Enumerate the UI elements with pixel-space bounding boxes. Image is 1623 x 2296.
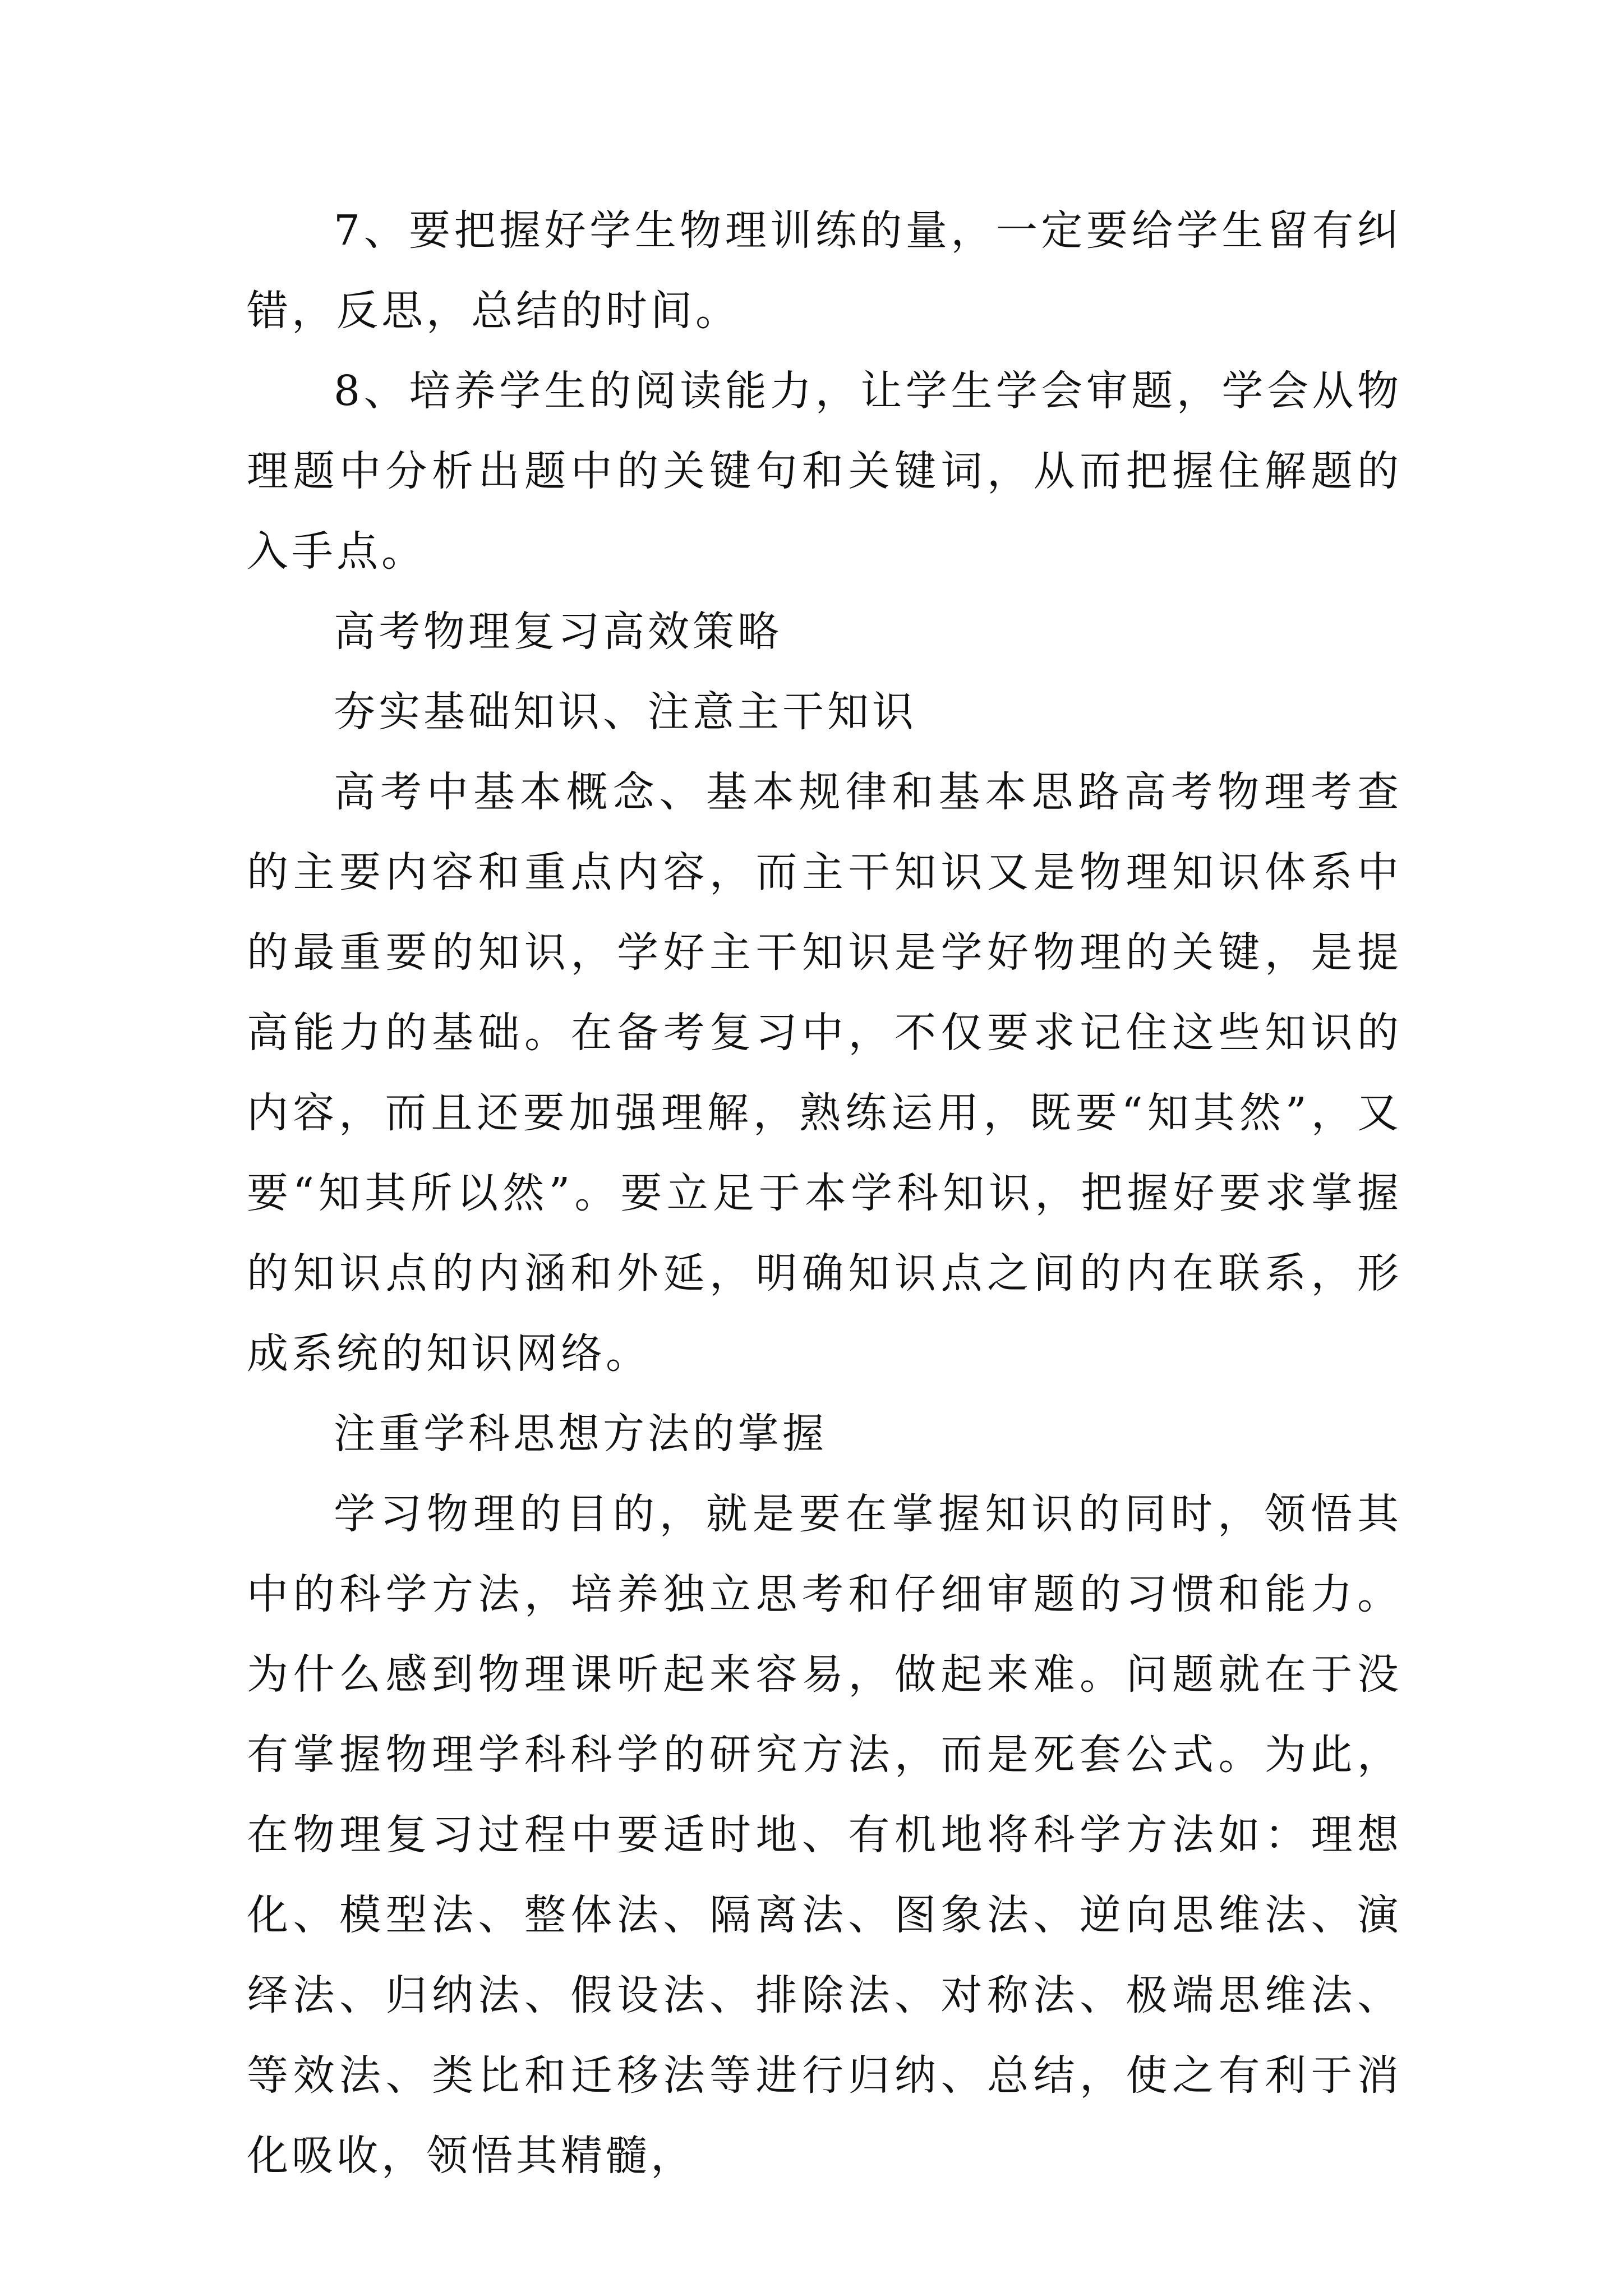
subsection-title-methods: 注重学科思想方法的掌握 (334, 1410, 827, 1458)
paragraph-item-8: 8、培养学生的阅读能力，让学生学会审题，学会从物理题中分析出题中的关键句和关键词，从而把握住解题的入手点。 (247, 367, 1402, 576)
paragraph-item-7: 7、要把握好学生物理训练的量，一定要给学生留有纠错，反思，总结的时间。 (247, 206, 1402, 335)
section-title: 高考物理复习高效策略 (334, 608, 782, 656)
paragraph-methods: 学习物理的目的，就是要在掌握知识的同时，领悟其中的科学方法，培养独立思考和仔细审题的习惯和能力。为什么感到物理课听起来容易，做起来难。问题就在于没有掌握物理学科科学的研究方法，而是死套公式。为此，在物理复习过程中要适时地、有机地将科学方法如：理想化、模型法、整体法、隔离法、图象法、逆向思维法、演绎法、归纳法、假设法、排除法、对称法、极端思维法、等效法、类比和迁移法等进行归纳、总结，使之有利于消化吸收，领悟其精髓， (247, 1490, 1402, 2180)
subsection-title-foundation: 夯实基础知识、注意主干知识 (334, 688, 917, 736)
document-body (247, 191, 1402, 2196)
paragraph-foundation: 高考中基本概念、基本规律和基本思路高考物理考查的主要内容和重点内容，而主干知识又是物理知识体系中的最重要的知识，学好主干知识是学好物理的关键，是提高能力的基础。在备考复习中，不仅要求记住这些知识的内容，而且还要加强理解，熟练运用，既要“知其然”，又要“知其所以然”。要立足于本学科知识，把握好要求掌握的知识点的内涵和外延，明确知识点之间的内在联系，形成系统的知识网络。 (247, 768, 1402, 1378)
